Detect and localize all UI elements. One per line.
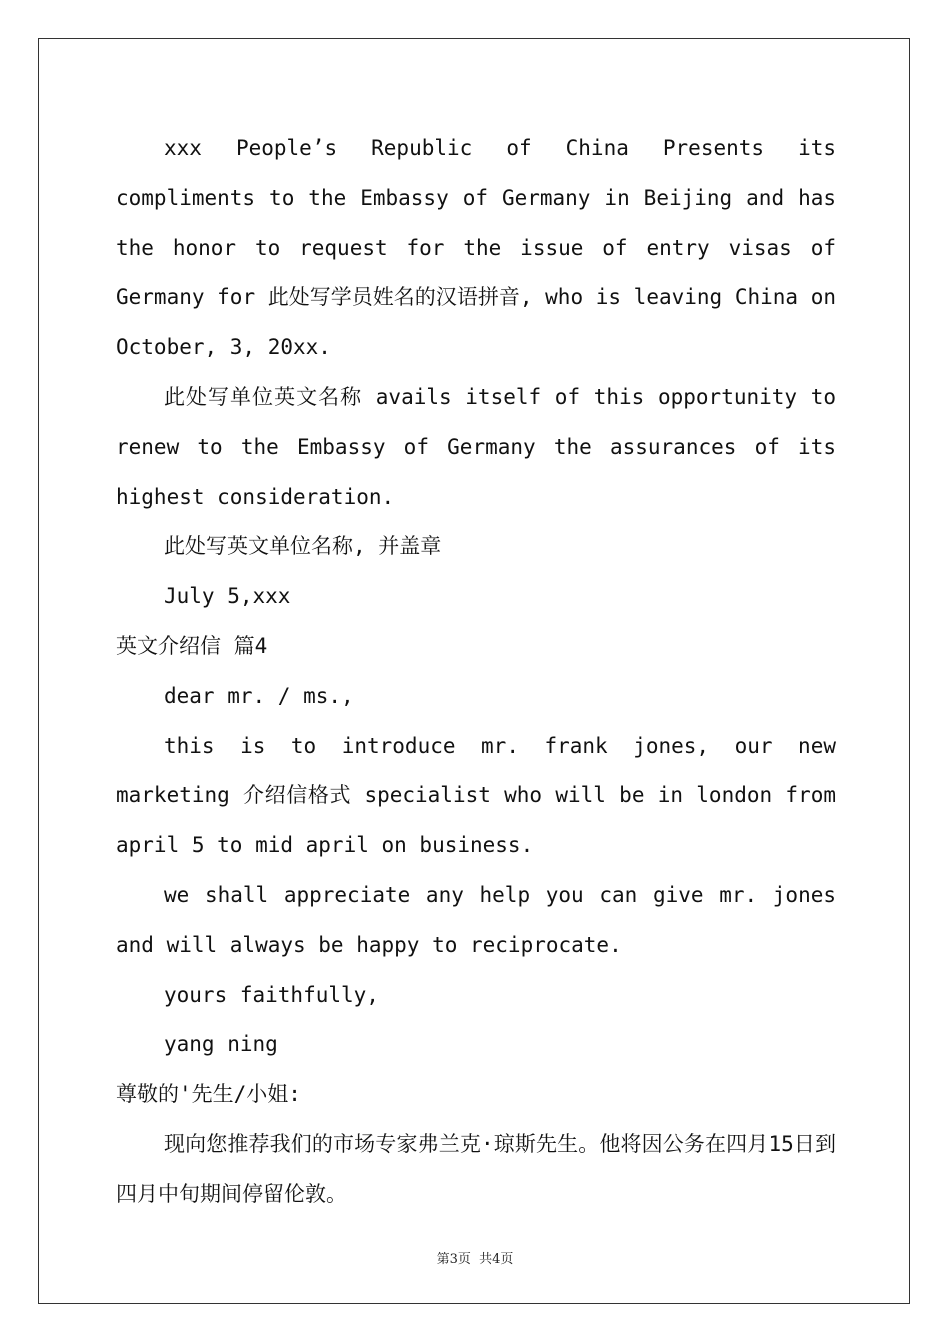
paragraph-appreciation: we shall appreciate any help you can give mr. jones and will always be happy to reciprocate. — [116, 882, 836, 957]
paragraph-salutation-cn: 尊敬的'先生/小姐: — [116, 1082, 301, 1107]
paragraph-introduction-cn: 现向您推荐我们的市场专家弗兰克·琼斯先生。他将因公务在四月15日到四月中旬期间停留伦敦。 — [116, 1131, 836, 1206]
document-body — [116, 124, 836, 1220]
paragraph-signature-note: 此处写英文单位名称, 并盖章 — [164, 534, 442, 559]
page-footer — [0, 1248, 950, 1267]
paragraph-consideration: 此处写单位英文名称 avails itself of this opportunity to renew to the Embassy of Germany the assurances of its highest consideration. — [116, 384, 836, 509]
page-number-label: 第3页 共4页 — [436, 1252, 514, 1267]
paragraph-salutation: dear mr. / ms., — [164, 683, 354, 708]
paragraph-date: July 5,xxx — [164, 584, 291, 609]
paragraph-visa-request: xxx People’s Republic of China Presents its compliments to the Embassy of Germany in Beijing and has the honor to request for the issue of entry visas of Germany for 此处写学员姓名的汉语拼音, who is leaving China on October, 3, 20xx. — [116, 136, 836, 360]
section-heading: 英文介绍信 篇4 — [116, 633, 268, 658]
paragraph-signer: yang ning — [164, 1032, 278, 1057]
paragraph-closing: yours faithfully, — [164, 982, 379, 1007]
paragraph-introduction: this is to introduce mr. frank jones, our new marketing 介绍信格式 specialist who will be in london from april 5 to mid april on business. — [116, 733, 836, 858]
